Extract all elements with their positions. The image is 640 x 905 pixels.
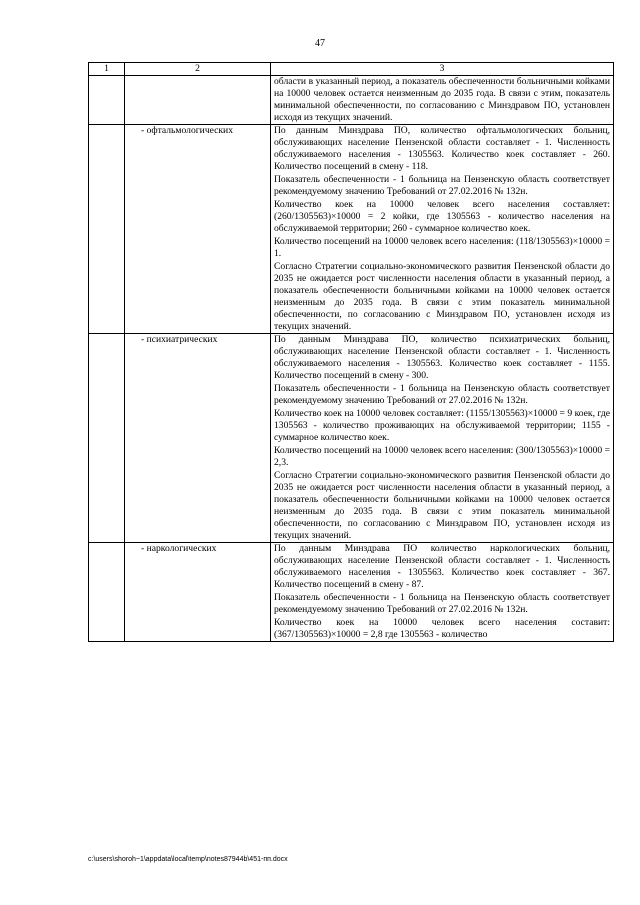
category-cell — [125, 76, 271, 125]
description-cell — [271, 125, 614, 334]
header-col-2: 2 — [125, 63, 271, 76]
category-cell: - психиатрических — [125, 334, 271, 543]
paragraph: По данным Минздрава ПО, количество офтальмологических больниц, обслуживающих население Пензенской области составляет - 1. Численность обслуживаемого населения - 1305563. Количество коек составляет - 260. Количество посещений в смену - 118. — [274, 125, 610, 172]
paragraph: По данным Минздрава ПО количество наркологических больниц, обслуживающих население Пензенской области составляет - 1. Численность обслуживаемого населения - 1305563. Количество коек составляет - 367. Количество посещений в смену - 87. — [274, 543, 610, 590]
paragraph: Согласно Стратегии социально-экономического развития Пензенской области до 2035 не ожидается рост численности населения области в указанный период, а показатель обеспеченности больничными койками на 10000 человек остается неизменным до 2035 года. В связи с этим показатель минимальной обеспеченности, по согласованию с Минздравом ПО, установлен исходя из текущих значений. — [274, 261, 610, 332]
table-row — [89, 543, 614, 642]
description-cell — [271, 334, 614, 543]
paragraph: Количество коек на 10000 человек всего населения составляет: (260/1305563)×10000 = 2 койки, где 1305563 - количество населения на обслуживаемой территории; 260 - суммарное количество коек. — [274, 199, 610, 234]
row-number-cell — [89, 125, 125, 334]
header-col-3: 3 — [271, 63, 614, 76]
description-cell — [271, 543, 614, 642]
row-number-cell — [89, 334, 125, 543]
paragraph: Показатель обеспеченности - 1 больница на Пензенскую область соответствует рекомендуемому значению Требований от 27.02.2016 № 132н. — [274, 383, 610, 406]
description-cell — [271, 76, 614, 125]
table-row — [89, 334, 614, 543]
requirements-table — [88, 62, 614, 642]
header-col-1: 1 — [89, 63, 125, 76]
paragraph: Количество посещений на 10000 человек всего населения: (118/1305563)×10000 = 1. — [274, 236, 610, 259]
paragraph: Показатель обеспеченности - 1 больница на Пензенскую область соответствует рекомендуемому значению Требований от 27.02.2016 № 132н. — [274, 592, 610, 615]
paragraph: Количество посещений на 10000 человек всего населения: (300/1305563)×10000 = 2,3. — [274, 445, 610, 468]
row-number-cell — [89, 76, 125, 125]
category-cell: - наркологических — [125, 543, 271, 642]
paragraph: По данным Минздрава ПО, количество психиатрических больниц, обслуживающих население Пензенской области составляет - 1. Численность обслуживаемого населения - 1305563. Количество коек составляет - 1155. Количество посещений в смену - 300. — [274, 334, 610, 381]
page-number: 47 — [315, 38, 325, 49]
table-row — [89, 125, 614, 334]
paragraph: Количество коек на 10000 человек составляет: (1155/1305563)×10000 = 9 коек, где 1305563 - количество проживающих на обслуживаемой территории; 1155 - суммарное количество коек. — [274, 408, 610, 443]
paragraph: области в указанный период, а показатель обеспеченности больничными койками на 10000 человек остается неизменным до 2035 года. В связи с этим, показатель минимальной обеспеченности, по согласованию с Минздравом ПО, установлен исходя из текущих значений. — [274, 76, 610, 123]
paragraph: Согласно Стратегии социально-экономического развития Пензенской области до 2035 не ожидается рост численности населения области в указанный период, а показатель обеспеченности больничными койками на 10000 человек остается неизменным до 2035 года. В связи с этим показатель минимальной обеспеченности, по согласованию с Минздравом ПО, установлен исходя из текущих значений. — [274, 470, 610, 541]
row-number-cell — [89, 543, 125, 642]
category-cell: - офтальмологических — [125, 125, 271, 334]
paragraph: Показатель обеспеченности - 1 больница на Пензенскую область соответствует рекомендуемому значению Требований от 27.02.2016 № 132н. — [274, 174, 610, 197]
paragraph: Количество коек на 10000 человек всего населения составит: (367/1305563)×10000 = 2,8 где 1305563 - количество — [274, 617, 610, 640]
table-header-row — [89, 63, 614, 76]
footer-file-path: c:\users\shoroh~1\appdata\local\temp\notes87944b\451-пп.docx — [88, 856, 288, 863]
table-row — [89, 76, 614, 125]
